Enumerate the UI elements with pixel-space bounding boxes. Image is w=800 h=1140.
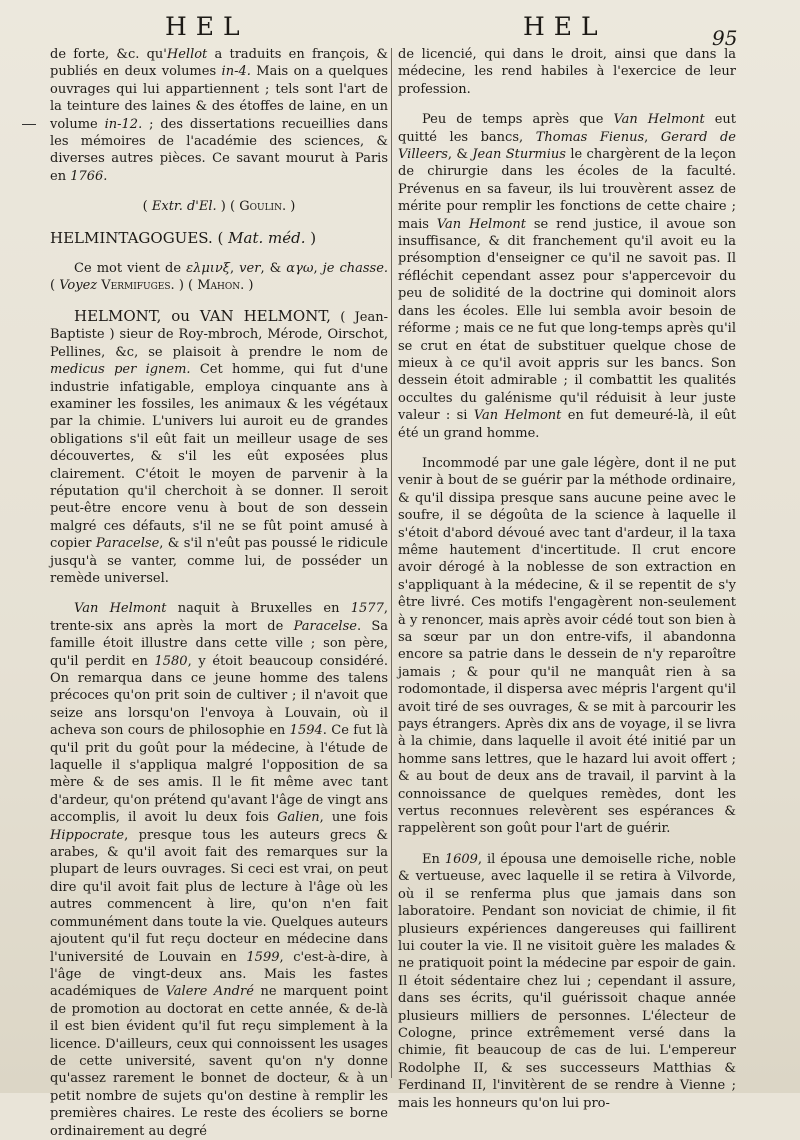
running-header <box>0 12 800 48</box>
left-column <box>50 46 388 1140</box>
column-divider <box>391 48 392 1078</box>
paragraph-continuation: de forte, &c. qu'Hellot a traduits en françois, & publiés en deux volumes in-4. Mais on a quelques ouvrages qui lui appartiennent ; tels sont l'art de la teinture des laines & des étoffes de laine, en un volume in-12. ; des dissertations recueillies dans les mémoires de l'académie des sciences, & diverses autres pièces. Ce savant mourut à Paris en 1766. <box>50 47 388 184</box>
paragraph: En 1609, il épousa une demoiselle riche, noble & vertueuse, avec laquelle il se retira à Vilvorde, où il se renferma plus que jamais dans son laboratoire. Pendant son noviciat de chimie, il fit plusieurs expériences dangereuses qui faillirent lui couter la vie. Il ne visitoit guère les malades & ne pratiquoit point la médecine par espoir de gain. Il étoit sédentaire chez lui ; cependant il assure, dans ses écrits, qu'il guérissoit chaque année plusieurs milliers de personnes. L'électeur de Cologne, prince extrêmement versé dans la chimie, fit beaucoup de cas de lui. L'empereur Rodolphe II, & ses successeurs Matthias & Ferdinand II, l'invitèrent de se rendre à Vienne ; mais les honneurs qu'on lui pro- <box>398 851 736 1111</box>
entry-heading-helmont: HELMONT, ou VAN HELMONT, ( Jean-Baptiste ) sieur de Roy-mbroch, Mérode, Oirschot, Pellines, &c, se plaisoit à prendre le nom de medicus per ignem. Cet homme, qui fut d'une industrie infatigable, employa cinquante ans à examiner les fossiles, les animaux & les végétaux par la chimie. L'univers lui auroit eu de grandes obligations s'il eût fait un meilleur usage de ses découvertes, & s'il les eût exposées plus clairement. C'étoit le moyen de parvenir à la réputation qu'il cherchoit à se donner. Il seroit peut-être encore venu à bout de son dessein malgré ces défauts, s'il ne se fût point amusé à copier Paracelse, & s'il n'eût pas poussé le ridicule jusqu'à se vanter, comme lui, de posséder un remède universel. <box>50 306 388 586</box>
header-right-word: HEL <box>523 12 607 41</box>
page-number: 95 <box>712 26 738 50</box>
paragraph: Van Helmont naquit à Bruxelles en 1577, trente-six ans après la mort de Paracelse. Sa famille étoit illustre dans cette ville ; son père, qu'il perdit en 1580, y étoit beaucoup considéré. On remarqua dans ce jeune homme des talens précoces qu'on prit soin de cultiver ; il n'avoit que seize ans lorsqu'on l'envoya à Louvain, où il acheva son cours de philosophie en 1594. Ce fut là qu'il prit du goût pour la médecine, à l'étude de laquelle il s'appliqua malgré l'opposition de sa mère & de ses amis. Il le fit même avec tant d'ardeur, qu'on prétend qu'avant l'âge de vingt ans accomplis, il avoit lu deux fois Galien, une fois Hippocrate, presque tous les auteurs grecs & arabes, & qu'il avoit fait des remarques sur la plupart de leurs ouvrages. Si ceci est vrai, on peut dire qu'il avoit fait plus de lecture à l'âge où les autres commencent à lire, qu'on n'en fait communément dans toute la vie. Quelques auteurs ajoutent qu'il fut reçu docteur en médecine dans l'université de Louvain en 1599, c'est-à-dire, à l'âge de vingt-deux ans. Mais les fastes académiques de Valere André ne marquent point de promotion au doctorat en cette année, & de-là il est bien évident qu'il fut reçu simplement à la licence. D'ailleurs, ceux qui connoissent les usages de cette université, savent qu'on n'y donne qu'assez rarement le bonnet de docteur, & à un petit nombre de sujets qu'on destine à remplir les premières chaires. Le reste des écoliers se borne ordinairement au degré <box>50 601 389 1139</box>
margin-mark <box>22 124 36 125</box>
signature-line: ( Extr. d'El. ) ( Goulin. ) <box>142 199 296 215</box>
paragraph: Peu de temps après que Van Helmont eut quitté les bancs, Thomas Fienus, Gerard de Villeers, & Jean Sturmius le chargèrent de la leçon de chirurgie dans les écoles de la faculté. Prévenus en sa faveur, ils lui trouvèrent assez de mérite pour remplir les fonctions de cette chaire ; mais Van Helmont se rend justice, il avoue son insuffisance, & dit franchement qu'il avoit eu la présomption d'enseigner ce qu'il ne savoit pas. Il réfléchit cependant assez pour s'appercevoir du peu de solidité de la doctrine qui dominoit alors dans les écoles. Elle lui sembla avoir besoin de réforme ; mais ce ne fut que long-temps après qu'il se crut en état de substituer quelque chose de mieux à ce qu'il avoit appris sur les bancs. Son dessein étoit admirable ; il combattit les qualités occultes du galénisme qu'il réduisit à leur juste valeur : si Van Helmont en fut demeuré-là, il eût été un grand homme. <box>398 112 737 441</box>
header-left-word: HEL <box>165 12 249 41</box>
right-column <box>398 46 736 1112</box>
paragraph: Incommodé par une gale légère, dont il ne put venir à bout de se guérir par la méthode ordinaire, & qu'il dissipa presque sans aucune peine avec le soufre, il se dégoûta de la science à laquelle il s'étoit d'abord dévoué avec tant d'ardeur, il la taxa même hautement d'incertitude. Il crut encore avoir dérogé à la noblesse de son extraction en s'appliquant à la médecine, & il se repentit de s'y être livré. Ces motifs l'engagèrent non-seulement à y renoncer, mais après avoir cédé tout son bien à sa sœur par un don entre-vifs, il abandonna encore sa patrie dans le dessein de n'y reparoître jamais ; & pour qu'il ne manquât rien à sa rodomontade, il dispersa avec mépris l'argent qu'il avoit tiré de ses ouvrages, & se mit à parcourir les pays étrangers. Après dix ans de voyage, il se livra à la chimie, dans laquelle il avoit été initié par un homme sans lettres, que le hazard lui avoit offert ; & au bout de deux ans de travail, il parvint à la connoissance de quelques remèdes, dont les vertus reconnues relevèrent ses espérances & rappelèrent son goût pour l'art de guérir. <box>398 455 736 837</box>
paragraph-continuation: de licencié, qui dans le droit, ainsi que dans la médecine, les rend habiles à l'exercice de leur profession. <box>398 47 736 97</box>
paragraph: Ce mot vient de ελμινξ, ver, & αγω, je chasse. ( Voyez Vermifuges. ) ( Mahon. ) <box>50 261 389 294</box>
entry-heading-helmintagogues: HELMINTAGOGUES. ( Mat. méd. ) <box>50 228 317 247</box>
